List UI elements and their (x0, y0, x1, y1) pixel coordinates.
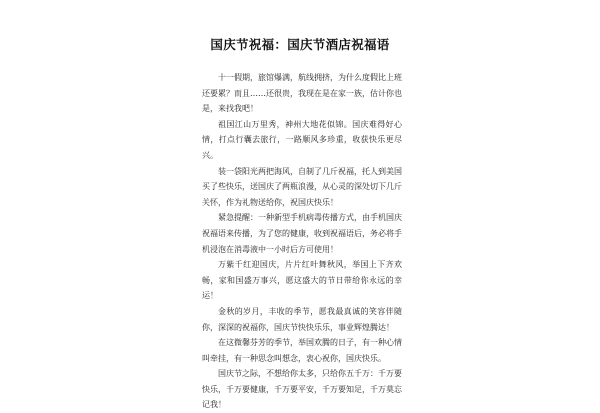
paragraph: 紧急提醒：一种新型手机病毒传播方式，由手机国庆祝福语来传播，为了您的健康，收到祝福语后，务必将手机浸泡在消毒液中一小时后方可使用！ (202, 213, 402, 254)
paragraph: 万紫千红迎国庆，片片红叶舞秋风，举国上下齐欢畅，家和国盛万事兴，愿这盛大的节日带给你永远的幸运！ (202, 260, 402, 301)
paragraph: 祖国江山万里秀，神州大地花似锦。国庆难得好心情，打点行囊去旅行，一路顺风多珍重，收获快乐更尽兴。 (202, 119, 402, 160)
paragraph: 十一假期，旅馆爆满，航线拥挤，为什么度假比上班还要累？而且……还很贵，我现在是在家一族，估计你也是，来找我吧！ (202, 73, 402, 114)
document-title: 国庆节祝福：国庆节酒店祝福语 (210, 37, 390, 52)
document-body (202, 70, 402, 413)
paragraph: 装一袋阳光两把海风，自制了几斤祝福，托人到美国买了些快乐，送国庆了两瓶浪漫，从心灵的深处切下几斤关怀，作为礼物送给你，祝国庆快乐！ (202, 166, 402, 207)
paragraph: 在这微馨芬芳的季节，举国欢腾的日子，有一种心情叫牵挂，有一种思念叫想念，衷心祝你，国庆快乐。 (202, 338, 402, 363)
paragraph: 国庆节之际，不想给你太多，只给你五千万：千万要快乐，千万要健康，千万要平安，千万要知足，千万莫忘记我！ (202, 369, 402, 410)
paragraph: 金秋的岁月，丰收的季节，愿我最真诚的笑容伴随你，深深的祝福你，国庆节快快乐乐，事业辉煌腾达！ (202, 306, 402, 332)
